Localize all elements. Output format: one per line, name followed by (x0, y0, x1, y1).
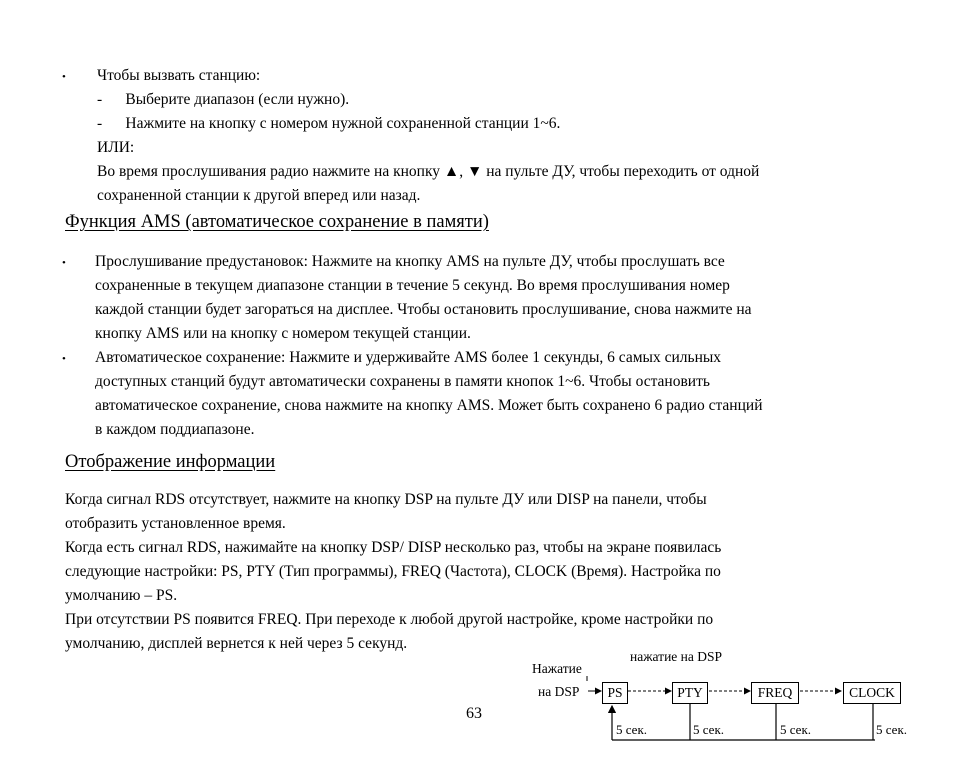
info-line: Когда есть сигнал RDS, нажимайте на кнопку DSP/ DISP несколько раз, чтобы на экране появилась (65, 539, 722, 556)
press-label: на DSP (538, 684, 580, 699)
alt-line: Во время прослушивания радио нажмите на кнопку ▲, ▼ на пульте ДУ, чтобы переходить от одной (97, 163, 760, 180)
ams-line: Прослушивание предустановок: Нажмите на кнопку AMS на пульте ДУ, чтобы прослушать все (95, 253, 725, 270)
timeout-label: 5 сек. (693, 722, 725, 737)
ams-heading: Функция AMS (автоматическое сохранение в памяти) (65, 212, 489, 232)
info-heading: Отображение информации (65, 452, 276, 472)
info-line: умолчанию – PS. (65, 587, 178, 604)
box-ps: PS (602, 682, 628, 704)
or-label: ИЛИ: (97, 139, 135, 156)
info-line: умолчанию, дисплей вернется к ней через 5 секунд. (65, 635, 408, 652)
timeout-label: 5 сек. (876, 722, 908, 737)
bullet-dot: • (62, 353, 66, 365)
ams-line: сохраненные в текущем диапазоне станции в течение 5 секунд. Во время прослушивания номер (95, 277, 730, 294)
ams-line: автоматическое сохранение, снова нажмите на кнопку AMS. Может быть сохранено 6 радио станций (95, 397, 763, 414)
info-line: При отсутствии PS появится FREQ. При переходе к любой другой настройке, кроме настройки по (65, 611, 714, 628)
timeout-label: 5 сек. (616, 722, 648, 737)
info-line: Когда сигнал RDS отсутствует, нажмите на кнопку DSP на пульте ДУ или DISP на панели, чтобы (65, 491, 707, 508)
info-line: следующие настройки: PS, PTY (Тип программы), FREQ (Частота), CLOCK (Время). Настройка по (65, 563, 721, 580)
ams-line: в каждом поддиапазоне. (95, 421, 255, 438)
bullet-dot: • (62, 257, 66, 269)
ams-line: кнопку AMS или на кнопку с номером текущей станции. (95, 325, 471, 342)
press-label: Нажатие (532, 661, 582, 676)
dash-item: - Выберите диапазон (если нужно). (97, 91, 350, 108)
bullet-dot: • (62, 71, 66, 83)
bullet-text: Чтобы вызвать станцию: (97, 67, 261, 84)
top-label: нажатие на DSP (630, 649, 723, 664)
info-line: отобразить установленное время. (65, 515, 286, 532)
box-clock: CLOCK (843, 682, 901, 704)
ams-line: доступных станций будут автоматически сохранены в памяти кнопок 1~6. Чтобы остановить (95, 373, 710, 390)
box-pty: PTY (672, 682, 708, 704)
alt-line: сохраненной станции к другой вперед или назад. (97, 187, 421, 204)
box-freq: FREQ (751, 682, 799, 704)
timeout-label: 5 сек. (780, 722, 812, 737)
dash-item: - Нажмите на кнопку с номером нужной сохраненной станции 1~6. (97, 115, 561, 132)
page-number: 63 (466, 705, 482, 722)
ams-line: Автоматическое сохранение: Нажмите и удерживайте AMS более 1 секунды, 6 самых сильных (95, 349, 722, 366)
ams-line: каждой станции будет загораться на дисплее. Чтобы остановить прослушивание, снова нажмите на (95, 301, 752, 318)
